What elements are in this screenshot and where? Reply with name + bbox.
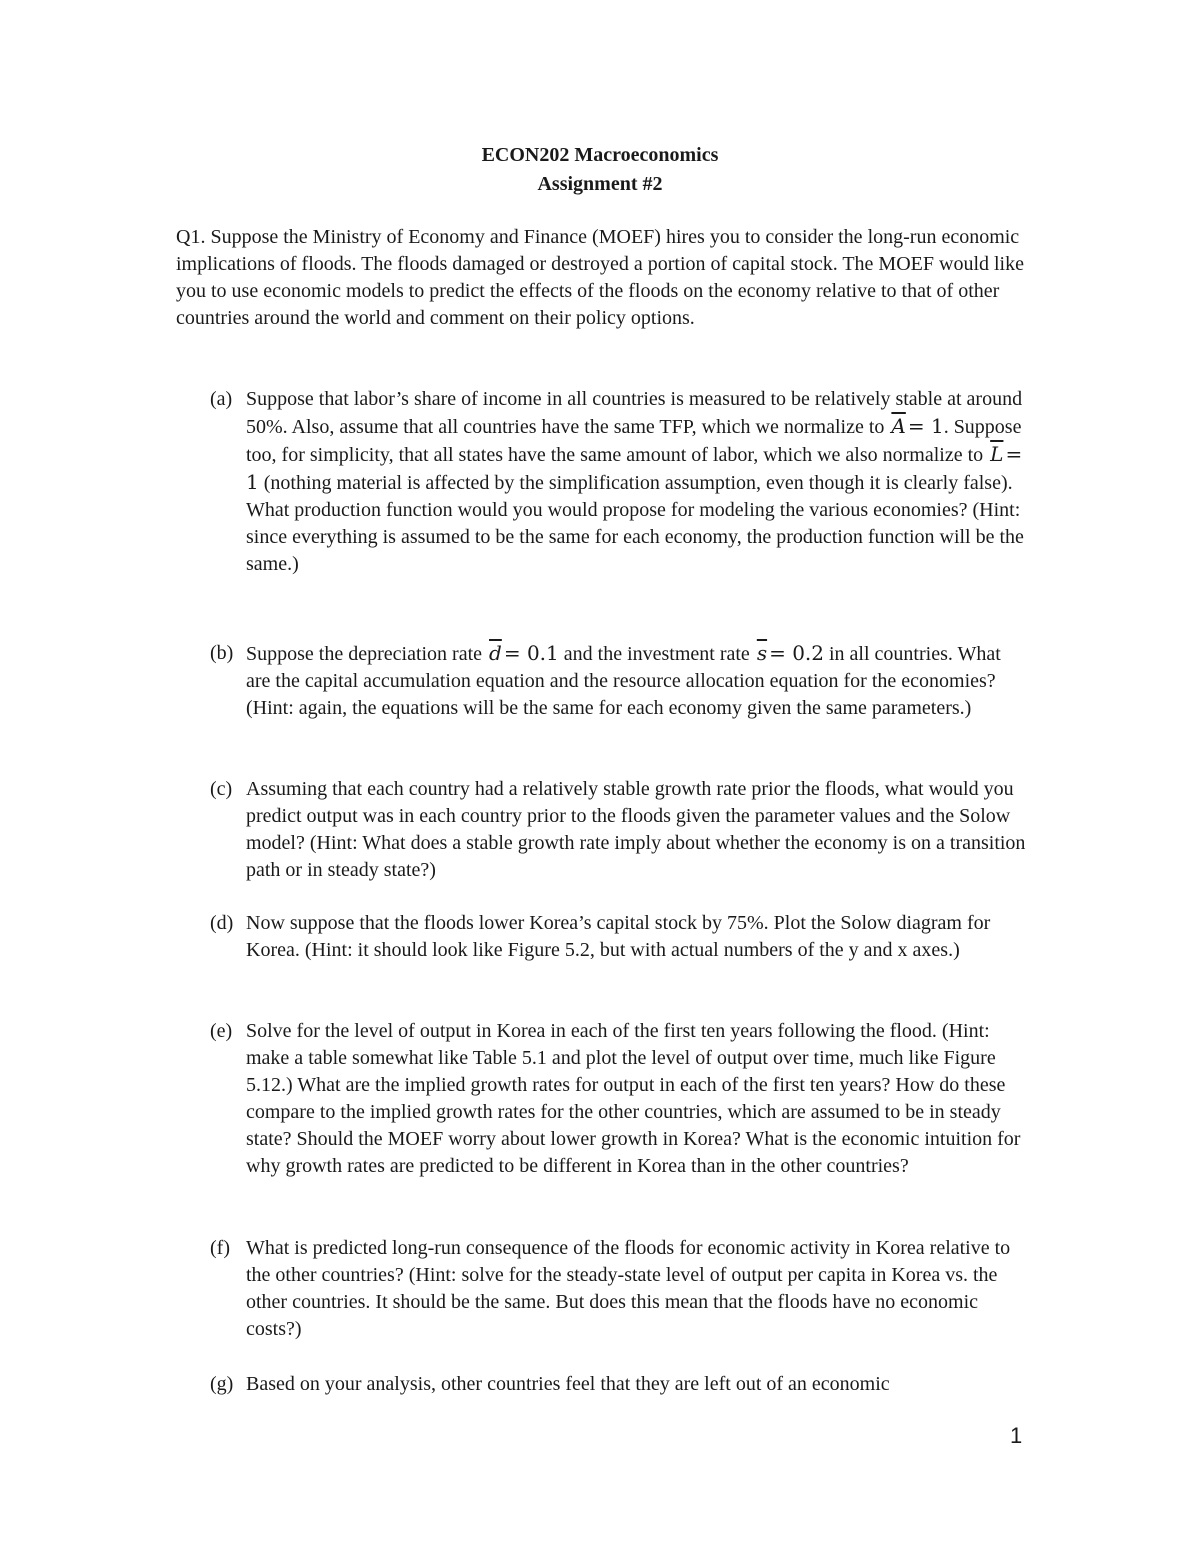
question-1-intro: Q1. Suppose the Ministry of Economy and Finance (MOEF) hires you to consider the long-run economic implications of floods. The floods damaged or destroyed a portion of capital stock. The MOEF would like you to use economic models to predict the effects of the floods on the economy relative to that of other countries around the world and comment on their policy options. — [176, 226, 1024, 329]
tfp-equals: = 1 — [907, 414, 944, 438]
investment-variable: $\overline{s}$ — [756, 641, 768, 665]
part-label: (f) — [210, 1237, 230, 1259]
tfp-variable: $\overline{A}$ — [891, 414, 906, 438]
question-part-a — [210, 386, 1030, 578]
part-label: (e) — [210, 1020, 233, 1042]
part-text — [246, 386, 1030, 578]
part-text: Based on your analysis, other countries feel that they are left out of an economic — [246, 1373, 890, 1395]
question-part-b — [210, 640, 1030, 722]
part-text: Now suppose that the floods lower Korea’s capital stock by 75%. Plot the Solow diagram for Korea. (Hint: it should look like Figure 5.2, but with actual numbers of the y and x axes.) — [246, 912, 991, 961]
labor-equals: = 1 — [246, 442, 1023, 494]
question-part-c — [210, 776, 1030, 884]
part-text — [246, 640, 1030, 722]
assignment-title: Assignment #2 — [537, 173, 663, 195]
part-label: (d) — [210, 912, 234, 934]
question-part-f — [210, 1235, 1030, 1343]
part-label: (g) — [210, 1373, 234, 1395]
part-a-text-2: . Suppose too, for simplicity, that all states have the same amount of labor, which we also normalize to — [246, 416, 1022, 466]
question-part-e — [210, 1018, 1030, 1180]
part-b-text-3: in all countries. What are the capital accumulation equation and the resource allocation equation for the economies? (Hint: again, the equations will be the same for each economy given the same parameters.) — [246, 643, 1001, 719]
part-label: (b) — [210, 642, 234, 664]
course-title: ECON202 Macroeconomics — [481, 144, 719, 166]
depreciation-variable: $\overline{d}$ — [489, 641, 502, 665]
part-a-text-3: (nothing material is affected by the simplification assumption, even though it is clearly false). What production function would you would propose for modeling the various economies? (Hint: since everything is assumed to be the same for each economy, the production function will be the same.) — [246, 472, 1024, 575]
part-label: (c) — [210, 778, 233, 800]
question-part-d — [210, 910, 1030, 964]
depreciation-equals: = 0.1 — [503, 641, 559, 665]
question-part-g — [210, 1371, 1030, 1398]
part-text: Assuming that each country had a relatively stable growth rate prior the floods, what would you predict output was in each country prior to the floods given the parameter values and the Solow model? (Hint: What does a stable growth rate imply about whether the economy is on a transition path or in steady state?) — [246, 778, 1026, 881]
part-text: Solve for the level of output in Korea in each of the first ten years following the flood. (Hint: make a table somewhat like Table 5.1 and plot the level of output over time, much like Figure 5.12.) What are the implied growth rates for output in each of the first ten years? How do these compare to the implied growth rates for the other countries, which are assumed to be in steady state? Should the MOEF worry about lower growth in Korea? What is the economic intuition for why growth rates are predicted to be different in Korea than in the other countries? — [246, 1020, 1021, 1177]
part-label: (a) — [210, 388, 233, 410]
part-b-text-2: and the investment rate — [563, 643, 750, 665]
part-a-text-1: Suppose that labor’s share of income in all countries is measured to be relatively stable at around 50%. Also, assume that all countries have the same TFP, which we normalize to — [246, 388, 1023, 438]
page-number: 1 — [1010, 1423, 1023, 1448]
labor-variable: $\overline{L}$ — [990, 442, 1004, 466]
part-text: What is predicted long-run consequence of the floods for economic activity in Korea relative to the other countries? (Hint: solve for the steady-state level of output per capita in Korea vs. the other countries. It should be the same. But does this mean that the floods have no economic costs?) — [246, 1237, 1011, 1340]
part-b-text-1: Suppose the depreciation rate — [246, 643, 483, 665]
investment-equals: = 0.2 — [769, 641, 824, 665]
